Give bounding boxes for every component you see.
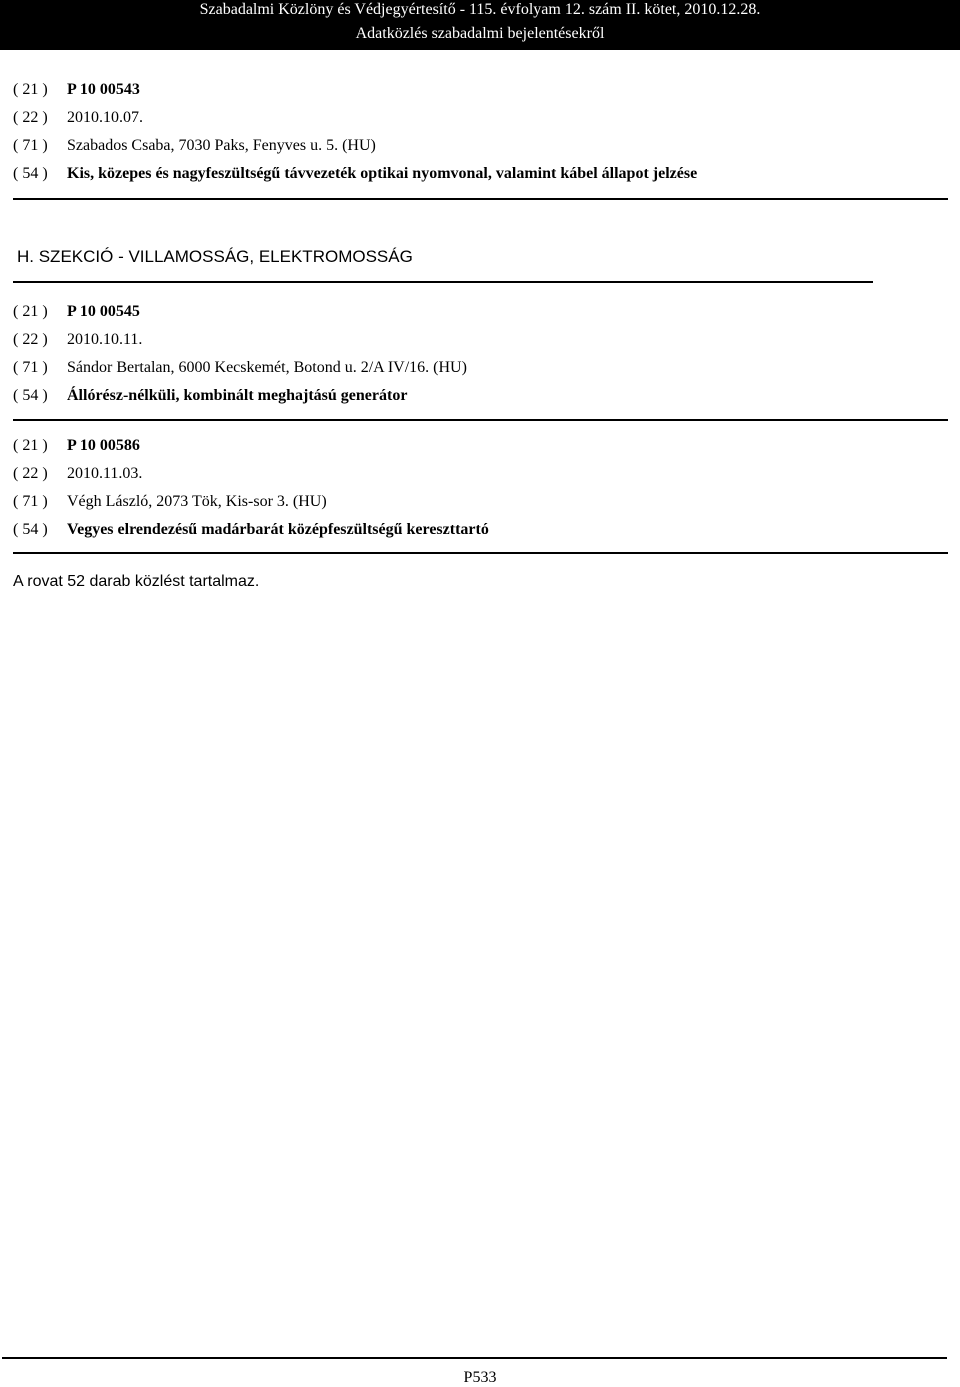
section-divider [13, 281, 873, 283]
section-title: H. SZEKCIÓ - VILLAMOSSÁG, ELEKTROMOSSÁG [17, 247, 413, 266]
entry-divider [13, 419, 948, 421]
field-value: P 10 00586 [67, 437, 140, 454]
field-value: Végh László, 2073 Tök, Kis-sor 3. (HU) [67, 493, 327, 510]
field-code: ( 22 ) [13, 109, 48, 126]
field-value: P 10 00545 [67, 303, 140, 320]
field-code: ( 21 ) [13, 81, 48, 98]
entry-2-filing-date [13, 330, 142, 350]
field-value: Kis, közepes és nagyfeszültségű távvezeték optikai nyomvonal, valamint kábel állapot jelzése [67, 165, 698, 182]
field-value: Vegyes elrendezésű madárbarát középfeszültségű kereszttartó [67, 521, 489, 538]
entry-3-application-number [13, 436, 140, 456]
entry-divider [13, 552, 948, 554]
summary-text: A rovat 52 darab közlést tartalmaz. [13, 573, 260, 590]
field-code: ( 22 ) [13, 331, 48, 348]
field-code: ( 54 ) [13, 165, 48, 182]
field-value: 2010.10.07. [67, 109, 143, 126]
field-code: ( 22 ) [13, 465, 48, 482]
field-code: ( 21 ) [13, 303, 48, 320]
entry-2-title [13, 386, 407, 406]
field-value: 2010.11.03. [67, 465, 143, 482]
field-value: Állórész-nélküli, kombinált meghajtású generátor [67, 387, 408, 404]
field-code: ( 54 ) [13, 387, 48, 404]
page-header [0, 0, 960, 50]
entry-1-applicant [13, 136, 376, 156]
entry-2-applicant [13, 358, 467, 378]
entry-1-application-number [13, 80, 140, 100]
entry-divider [13, 198, 948, 200]
footer-divider [2, 1357, 947, 1359]
field-value: 2010.10.11. [67, 331, 143, 348]
field-code: ( 71 ) [13, 493, 48, 510]
field-code: ( 71 ) [13, 137, 48, 154]
field-code: ( 71 ) [13, 359, 48, 376]
field-code: ( 54 ) [13, 521, 48, 538]
field-value: Sándor Bertalan, 6000 Kecskemét, Botond u. 2/A IV/16. (HU) [67, 359, 467, 376]
entry-1-filing-date [13, 108, 143, 128]
journal-title: Szabadalmi Közlöny és Védjegyértesítő - 115. évfolyam 12. szám II. kötet, 2010.12.28. [199, 1, 761, 18]
field-value: P 10 00543 [67, 81, 140, 98]
journal-subtitle: Adatközlés szabadalmi bejelentésekről [355, 25, 605, 42]
entry-3-applicant [13, 492, 327, 512]
entry-1-title [13, 164, 697, 184]
entry-3-filing-date [13, 464, 142, 484]
entry-3-title [13, 520, 489, 540]
entry-2-application-number [13, 302, 140, 322]
field-value: Szabados Csaba, 7030 Paks, Fenyves u. 5. (HU) [67, 137, 376, 154]
field-code: ( 21 ) [13, 437, 48, 454]
page-number: P533 [463, 1369, 497, 1386]
